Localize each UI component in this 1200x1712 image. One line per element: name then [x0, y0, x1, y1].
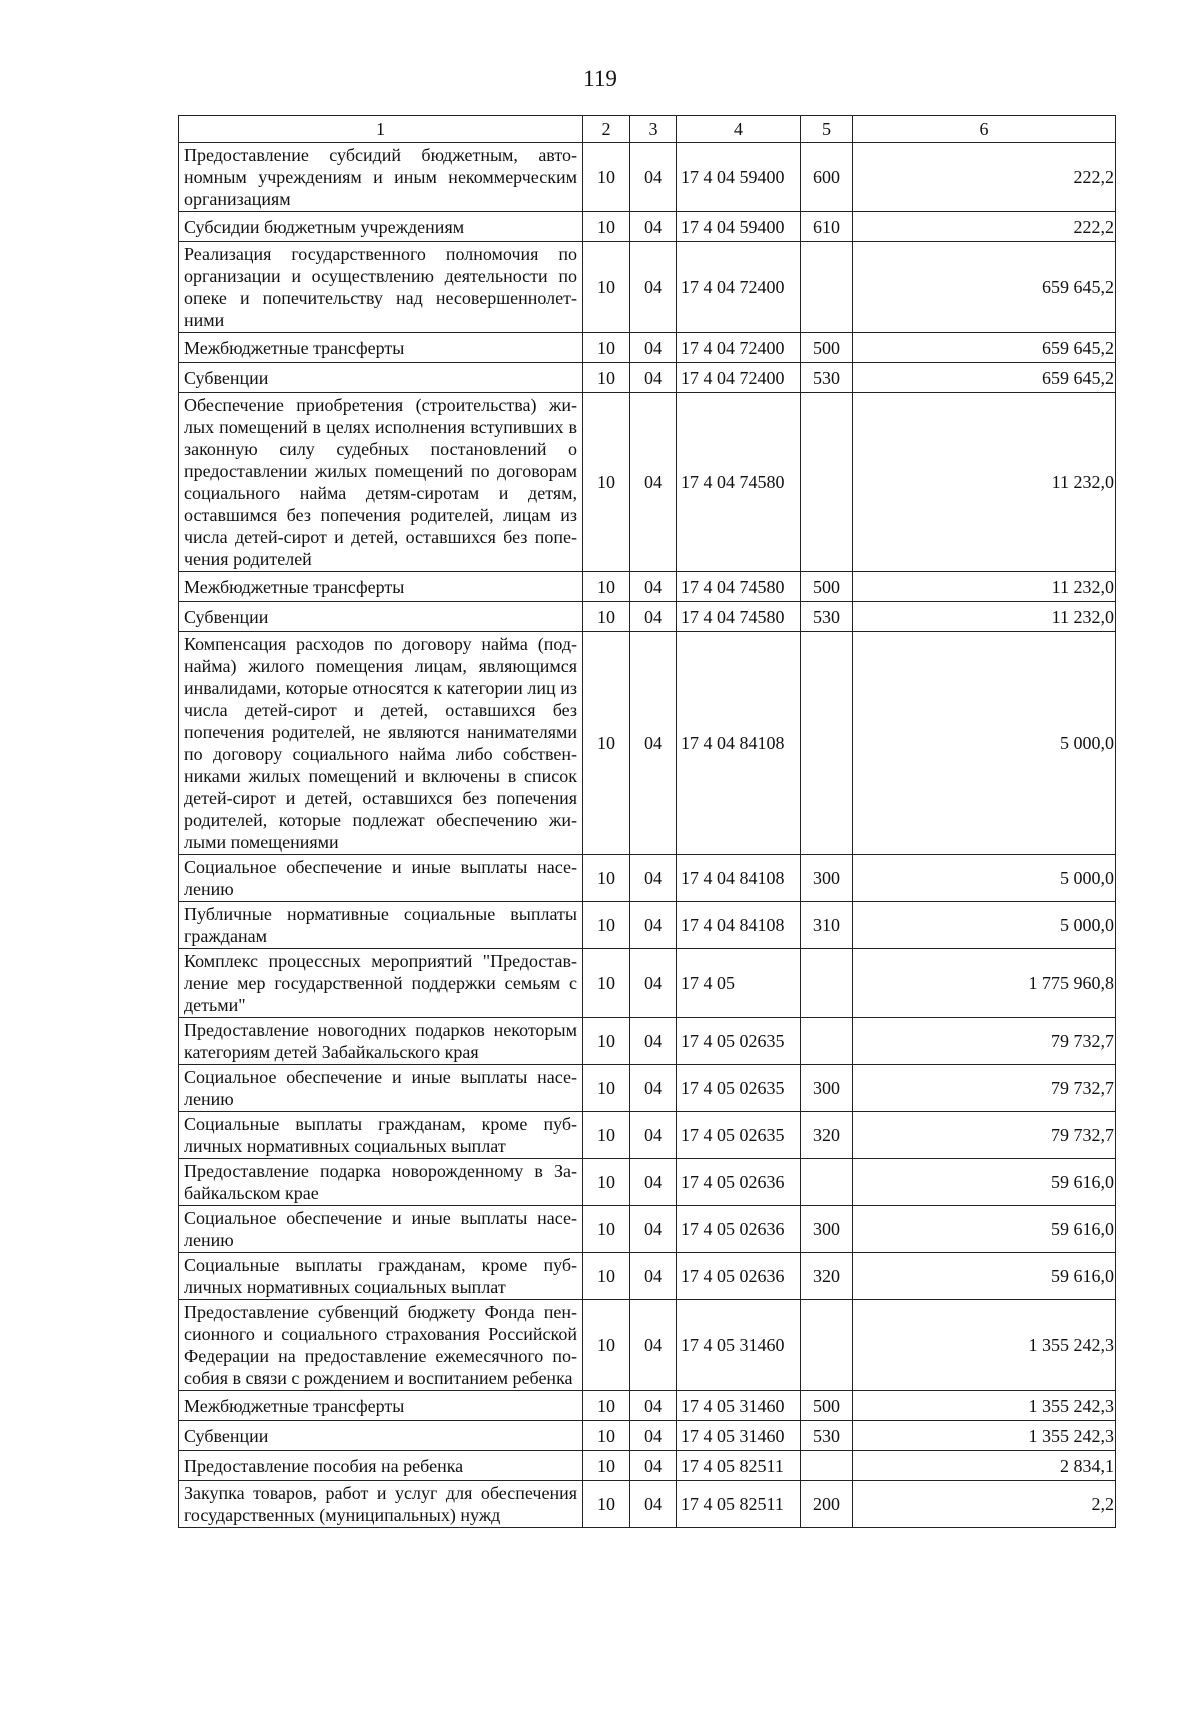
- row-target-article-cell: 17 4 04 72400: [677, 363, 801, 393]
- row-expense-type-cell: 300: [801, 1206, 853, 1253]
- row-expense-type-cell: [801, 393, 853, 572]
- row-expense-type-cell: [801, 632, 853, 855]
- row-section-cell: 10: [583, 1018, 630, 1065]
- row-section-cell: 10: [583, 212, 630, 242]
- row-name-cell: Публичные нормативные социальные выплаты гражданам: [179, 902, 583, 949]
- table-row: [179, 1206, 1116, 1253]
- row-target-article-cell: 17 4 04 84108: [677, 902, 801, 949]
- row-amount-cell: 59 616,0: [853, 1206, 1116, 1253]
- row-target-article-cell: 17 4 05 02635: [677, 1065, 801, 1112]
- row-amount-cell: 1 775 960,8: [853, 949, 1116, 1018]
- row-amount-cell: 11 232,0: [853, 393, 1116, 572]
- row-name-cell: Предоставление субсидий бюджетным, автономным учреждениям и иным некоммерческим организациям: [179, 143, 583, 212]
- table-row: [179, 902, 1116, 949]
- column-header: 1: [179, 116, 583, 143]
- row-target-article-cell: 17 4 04 59400: [677, 143, 801, 212]
- row-expense-type-cell: 300: [801, 855, 853, 902]
- row-amount-cell: 5 000,0: [853, 632, 1116, 855]
- row-name-cell: Предоставление подарка новорожденному в Забайкальском крае: [179, 1159, 583, 1206]
- row-amount-cell: 59 616,0: [853, 1159, 1116, 1206]
- row-amount-cell: 79 732,7: [853, 1018, 1116, 1065]
- table-row: [179, 602, 1116, 632]
- table-header-row: [179, 116, 1116, 143]
- row-name-cell: Субвенции: [179, 1421, 583, 1451]
- row-amount-cell: 5 000,0: [853, 902, 1116, 949]
- row-target-article-cell: 17 4 05 31460: [677, 1391, 801, 1421]
- row-subsection-cell: 04: [630, 1300, 677, 1391]
- row-subsection-cell: 04: [630, 1481, 677, 1528]
- row-amount-cell: 11 232,0: [853, 602, 1116, 632]
- table-row: [179, 1018, 1116, 1065]
- row-expense-type-cell: 500: [801, 572, 853, 602]
- row-section-cell: 10: [583, 572, 630, 602]
- row-amount-cell: 659 645,2: [853, 242, 1116, 333]
- row-expense-type-cell: [801, 1018, 853, 1065]
- row-subsection-cell: 04: [630, 1112, 677, 1159]
- row-amount-cell: 1 355 242,3: [853, 1300, 1116, 1391]
- row-target-article-cell: 17 4 05 31460: [677, 1300, 801, 1391]
- row-name-cell: Комплекс процессных мероприятий "Предоставление мер государственной поддержки семьям с детьми": [179, 949, 583, 1018]
- row-section-cell: 10: [583, 1421, 630, 1451]
- table-body: [179, 143, 1116, 1528]
- row-section-cell: 10: [583, 143, 630, 212]
- row-name-cell: Предоставление пособия на ребенка: [179, 1451, 583, 1481]
- row-expense-type-cell: 300: [801, 1065, 853, 1112]
- table-row: [179, 1253, 1116, 1300]
- row-target-article-cell: 17 4 04 72400: [677, 333, 801, 363]
- row-subsection-cell: 04: [630, 393, 677, 572]
- row-section-cell: 10: [583, 1253, 630, 1300]
- row-target-article-cell: 17 4 05: [677, 949, 801, 1018]
- row-expense-type-cell: 200: [801, 1481, 853, 1528]
- row-amount-cell: 2,2: [853, 1481, 1116, 1528]
- row-amount-cell: 79 732,7: [853, 1112, 1116, 1159]
- row-amount-cell: 79 732,7: [853, 1065, 1116, 1112]
- row-target-article-cell: 17 4 05 82511: [677, 1451, 801, 1481]
- row-section-cell: 10: [583, 242, 630, 333]
- row-expense-type-cell: 530: [801, 363, 853, 393]
- table-row: [179, 572, 1116, 602]
- row-amount-cell: 659 645,2: [853, 363, 1116, 393]
- row-section-cell: 10: [583, 1300, 630, 1391]
- row-target-article-cell: 17 4 04 84108: [677, 632, 801, 855]
- row-amount-cell: 11 232,0: [853, 572, 1116, 602]
- table-row: [179, 632, 1116, 855]
- table-row: [179, 212, 1116, 242]
- row-name-cell: Реализация государственного полномочия по организации и осуществлению деятельности по опеке и попечительству над несовершеннолетними: [179, 242, 583, 333]
- row-target-article-cell: 17 4 04 74580: [677, 602, 801, 632]
- table-row: [179, 1451, 1116, 1481]
- column-header: 5: [801, 116, 853, 143]
- row-subsection-cell: 04: [630, 1391, 677, 1421]
- row-name-cell: Социальные выплаты гражданам, кроме публичных нормативных социальных выплат: [179, 1112, 583, 1159]
- column-header: 6: [853, 116, 1116, 143]
- row-subsection-cell: 04: [630, 1421, 677, 1451]
- row-name-cell: Межбюджетные трансферты: [179, 572, 583, 602]
- page-number: 119: [583, 66, 617, 91]
- row-name-cell: Субсидии бюджетным учреждениям: [179, 212, 583, 242]
- row-target-article-cell: 17 4 05 82511: [677, 1481, 801, 1528]
- row-amount-cell: 222,2: [853, 143, 1116, 212]
- row-name-cell: Субвенции: [179, 363, 583, 393]
- row-expense-type-cell: [801, 1300, 853, 1391]
- table-row: [179, 1481, 1116, 1528]
- row-name-cell: Предоставление новогодних подарков некоторым категориям детей Забайкальского края: [179, 1018, 583, 1065]
- row-name-cell: Социальное обеспечение и иные выплаты населению: [179, 1206, 583, 1253]
- row-section-cell: 10: [583, 1391, 630, 1421]
- column-header: 4: [677, 116, 801, 143]
- row-subsection-cell: 04: [630, 632, 677, 855]
- row-subsection-cell: 04: [630, 902, 677, 949]
- row-section-cell: 10: [583, 902, 630, 949]
- row-subsection-cell: 04: [630, 1065, 677, 1112]
- row-section-cell: 10: [583, 855, 630, 902]
- row-subsection-cell: 04: [630, 1451, 677, 1481]
- row-subsection-cell: 04: [630, 1253, 677, 1300]
- row-section-cell: 10: [583, 393, 630, 572]
- row-section-cell: 10: [583, 363, 630, 393]
- row-amount-cell: 659 645,2: [853, 333, 1116, 363]
- row-amount-cell: 1 355 242,3: [853, 1421, 1116, 1451]
- row-section-cell: 10: [583, 632, 630, 855]
- row-target-article-cell: 17 4 04 74580: [677, 572, 801, 602]
- row-subsection-cell: 04: [630, 572, 677, 602]
- budget-table: [178, 115, 1116, 1528]
- row-amount-cell: 1 355 242,3: [853, 1391, 1116, 1421]
- row-amount-cell: 222,2: [853, 212, 1116, 242]
- table-row: [179, 363, 1116, 393]
- row-target-article-cell: 17 4 05 02635: [677, 1112, 801, 1159]
- row-subsection-cell: 04: [630, 212, 677, 242]
- row-subsection-cell: 04: [630, 333, 677, 363]
- table-row: [179, 242, 1116, 333]
- row-name-cell: Социальное обеспечение и иные выплаты населению: [179, 1065, 583, 1112]
- row-expense-type-cell: 530: [801, 1421, 853, 1451]
- row-target-article-cell: 17 4 05 02636: [677, 1253, 801, 1300]
- row-expense-type-cell: [801, 949, 853, 1018]
- row-name-cell: Социальные выплаты гражданам, кроме публичных нормативных социальных выплат: [179, 1253, 583, 1300]
- row-name-cell: Обеспечение приобретения (строительства) жилых помещений в целях исполнения вступивших в законную силу судебных постановлений о предоставлении жилых помещений по договорам социального найма детям-сиротам и детям, оставшимся без попечения родителей, лицам из числа детей-сирот и детей, оставшихся без попечения родителей: [179, 393, 583, 572]
- row-expense-type-cell: 600: [801, 143, 853, 212]
- row-section-cell: 10: [583, 1481, 630, 1528]
- row-expense-type-cell: 320: [801, 1112, 853, 1159]
- row-expense-type-cell: 500: [801, 1391, 853, 1421]
- row-expense-type-cell: 610: [801, 212, 853, 242]
- row-name-cell: Закупка товаров, работ и услуг для обеспечения государственных (муниципальных) нужд: [179, 1481, 583, 1528]
- row-name-cell: Межбюджетные трансферты: [179, 1391, 583, 1421]
- row-amount-cell: 5 000,0: [853, 855, 1116, 902]
- row-name-cell: Субвенции: [179, 602, 583, 632]
- table-row: [179, 1065, 1116, 1112]
- row-target-article-cell: 17 4 04 84108: [677, 855, 801, 902]
- row-section-cell: 10: [583, 1159, 630, 1206]
- row-name-cell: Межбюджетные трансферты: [179, 333, 583, 363]
- row-section-cell: 10: [583, 602, 630, 632]
- row-expense-type-cell: 530: [801, 602, 853, 632]
- row-expense-type-cell: [801, 242, 853, 333]
- row-name-cell: Компенсация расходов по договору найма (поднайма) жилого помещения лицам, являющимся инвалидами, которые относятся к категории лиц из числа детей-сирот и детей, оставшихся без попечения родителей, не являются нанимателями по договору социального найма либо собственниками жилых помещений и включены в список детей-сирот и детей, оставшихся без попечения родителей, которые подлежат обеспечению жилыми помещениями: [179, 632, 583, 855]
- row-subsection-cell: 04: [630, 363, 677, 393]
- row-section-cell: 10: [583, 1451, 630, 1481]
- row-target-article-cell: 17 4 04 74580: [677, 393, 801, 572]
- row-target-article-cell: 17 4 05 02636: [677, 1159, 801, 1206]
- table-row: [179, 333, 1116, 363]
- table-row: [179, 1391, 1116, 1421]
- row-name-cell: Социальное обеспечение и иные выплаты населению: [179, 855, 583, 902]
- row-subsection-cell: 04: [630, 1206, 677, 1253]
- row-section-cell: 10: [583, 1206, 630, 1253]
- column-header: 2: [583, 116, 630, 143]
- row-expense-type-cell: 310: [801, 902, 853, 949]
- row-subsection-cell: 04: [630, 602, 677, 632]
- row-subsection-cell: 04: [630, 1018, 677, 1065]
- row-subsection-cell: 04: [630, 1159, 677, 1206]
- row-expense-type-cell: 500: [801, 333, 853, 363]
- row-amount-cell: 2 834,1: [853, 1451, 1116, 1481]
- table-row: [179, 393, 1116, 572]
- row-subsection-cell: 04: [630, 143, 677, 212]
- row-section-cell: 10: [583, 1112, 630, 1159]
- row-section-cell: 10: [583, 333, 630, 363]
- row-section-cell: 10: [583, 949, 630, 1018]
- table-row: [179, 1112, 1116, 1159]
- row-expense-type-cell: [801, 1159, 853, 1206]
- row-target-article-cell: 17 4 04 72400: [677, 242, 801, 333]
- table-row: [179, 1300, 1116, 1391]
- table-row: [179, 143, 1116, 212]
- column-header: 3: [630, 116, 677, 143]
- table-row: [179, 949, 1116, 1018]
- table-row: [179, 1159, 1116, 1206]
- row-subsection-cell: 04: [630, 949, 677, 1018]
- table-row: [179, 1421, 1116, 1451]
- row-target-article-cell: 17 4 05 31460: [677, 1421, 801, 1451]
- row-section-cell: 10: [583, 1065, 630, 1112]
- row-name-cell: Предоставление субвенций бюджету Фонда пенсионного и социального страхования Российской Федерации на предоставление ежемесячного пособия в связи с рождением и воспитанием ребенка: [179, 1300, 583, 1391]
- table-row: [179, 855, 1116, 902]
- row-target-article-cell: 17 4 04 59400: [677, 212, 801, 242]
- row-target-article-cell: 17 4 05 02635: [677, 1018, 801, 1065]
- row-target-article-cell: 17 4 05 02636: [677, 1206, 801, 1253]
- row-subsection-cell: 04: [630, 242, 677, 333]
- row-amount-cell: 59 616,0: [853, 1253, 1116, 1300]
- row-expense-type-cell: 320: [801, 1253, 853, 1300]
- row-expense-type-cell: [801, 1451, 853, 1481]
- row-subsection-cell: 04: [630, 855, 677, 902]
